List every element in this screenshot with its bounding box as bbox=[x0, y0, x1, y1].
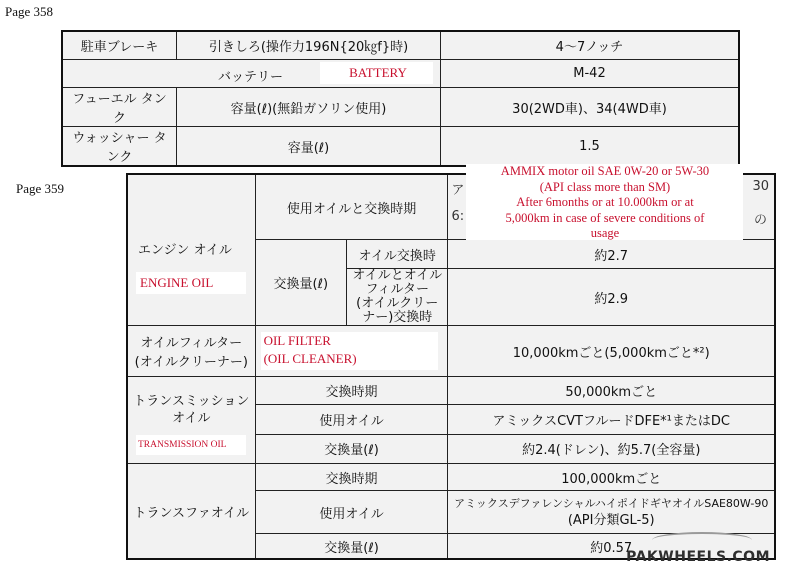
table-cell: 使用オイル bbox=[255, 405, 448, 434]
filter-change-label: (オイルクリーナー)交換時 bbox=[356, 296, 439, 325]
table-cell: 交換量(ℓ) bbox=[255, 534, 448, 560]
spec-table-page-358 bbox=[61, 30, 740, 167]
oil-spec-stub: の bbox=[753, 213, 767, 228]
table-cell: 50,000kmごと bbox=[448, 377, 775, 405]
translation-line: usage bbox=[590, 226, 620, 240]
oil-spec-stub: ア bbox=[451, 183, 465, 198]
watermark-swoosh bbox=[652, 532, 752, 548]
table-cell: アミックスCVTフルードDFE*¹またはDC bbox=[448, 405, 775, 434]
translation-line: After 6months or at 10.000km or at bbox=[516, 195, 694, 209]
table-cell: 容量(ℓ) bbox=[177, 127, 441, 167]
spec-table-page-359 bbox=[126, 164, 776, 560]
oil-filter-translation bbox=[261, 332, 438, 370]
table-cell: M-42 bbox=[441, 60, 740, 88]
table-row bbox=[62, 127, 739, 167]
engine-oil-label: エンジン オイル bbox=[138, 243, 232, 258]
table-cell bbox=[347, 269, 448, 326]
battery-label: バッテリー bbox=[218, 70, 284, 85]
table-cell: ウォッシャー タンク bbox=[62, 127, 177, 167]
label-line: オイル bbox=[172, 411, 211, 426]
table-cell: 100,000kmごと bbox=[448, 464, 775, 491]
table-cell bbox=[255, 326, 448, 377]
table-cell: 交換量(ℓ) bbox=[255, 434, 448, 463]
table-cell: 交換量(ℓ) bbox=[255, 240, 346, 326]
translation-line: (API class more than SM) bbox=[539, 179, 671, 194]
page-358-label: Page 358 bbox=[5, 4, 54, 19]
oil-filter-label: オイルフィルター bbox=[140, 336, 243, 351]
transmission-oil-label bbox=[128, 393, 255, 427]
table-cell: 約2.4(ドレン)、約5.7(全容量) bbox=[448, 434, 775, 463]
transfer-oil-spec: アミックスデファレンシャルハイポイドギヤオイルSAE80W-90 bbox=[454, 497, 769, 510]
battery-translation: BATTERY bbox=[320, 62, 433, 84]
translation-line: 5,000km in case of severe conditions of bbox=[505, 210, 705, 225]
table-cell: 使用オイルと交換時期 bbox=[255, 174, 448, 240]
table-cell: 交換時期 bbox=[255, 377, 448, 405]
table-cell: 4〜7ノッチ bbox=[441, 31, 740, 60]
table-cell: 30(2WD車)、34(4WD車) bbox=[441, 88, 740, 127]
table-cell: 約0.57 bbox=[448, 534, 775, 560]
table-cell bbox=[127, 377, 255, 464]
table-row bbox=[127, 464, 775, 491]
label-line: トランスミッション bbox=[133, 394, 250, 409]
table-row bbox=[127, 377, 775, 405]
table-row bbox=[127, 174, 775, 240]
table-row bbox=[62, 31, 739, 60]
table-cell: 約2.7 bbox=[448, 240, 775, 269]
table-row bbox=[62, 60, 739, 88]
table-cell bbox=[127, 326, 255, 377]
table-cell: オイル交換時 bbox=[347, 240, 448, 269]
table-cell: 1.5 bbox=[441, 127, 740, 167]
table-cell: フューエル タンク bbox=[62, 88, 177, 127]
translation-line: AMMIX motor oil SAE 0W-20 or 5W-30 bbox=[500, 164, 710, 178]
table-cell bbox=[448, 491, 775, 534]
table-cell: 駐車ブレーキ bbox=[62, 31, 177, 60]
pakwheels-watermark: PAKWHEELS.COM bbox=[626, 549, 770, 565]
table-row bbox=[62, 88, 739, 127]
transfer-oil-spec: (API分類GL-5) bbox=[567, 513, 655, 528]
engine-oil-spec-translation bbox=[466, 164, 743, 240]
table-cell bbox=[448, 164, 775, 240]
filter-change-label: オイルとオイルフィルター bbox=[352, 268, 443, 297]
transmission-oil-translation: TRANSMISSION OIL bbox=[136, 435, 246, 455]
table-cell bbox=[127, 174, 255, 326]
table-cell: 引きしろ(操作力196N{20㎏f}時) bbox=[177, 31, 441, 60]
engine-oil-translation: ENGINE OIL bbox=[136, 272, 246, 294]
table-cell: 容量(ℓ)(無鉛ガソリン使用) bbox=[177, 88, 441, 127]
table-cell: 10,000kmごと(5,000kmごと*²) bbox=[448, 326, 775, 377]
table-cell: 使用オイル bbox=[255, 491, 448, 534]
table-cell: 約2.9 bbox=[448, 269, 775, 326]
table-cell bbox=[62, 60, 441, 88]
translation-line: OIL FILTER bbox=[263, 333, 331, 348]
oil-filter-label: (オイルクリーナー) bbox=[134, 355, 248, 370]
translation-line: (OIL CLEANER) bbox=[263, 351, 357, 366]
table-cell: トランスファオイル bbox=[127, 464, 255, 560]
page-359-label: Page 359 bbox=[16, 181, 65, 196]
oil-spec-stub: 6: bbox=[451, 209, 465, 224]
table-cell: 交換時期 bbox=[255, 464, 448, 491]
oil-spec-stub: 30 bbox=[752, 179, 769, 194]
table-row bbox=[127, 326, 775, 377]
